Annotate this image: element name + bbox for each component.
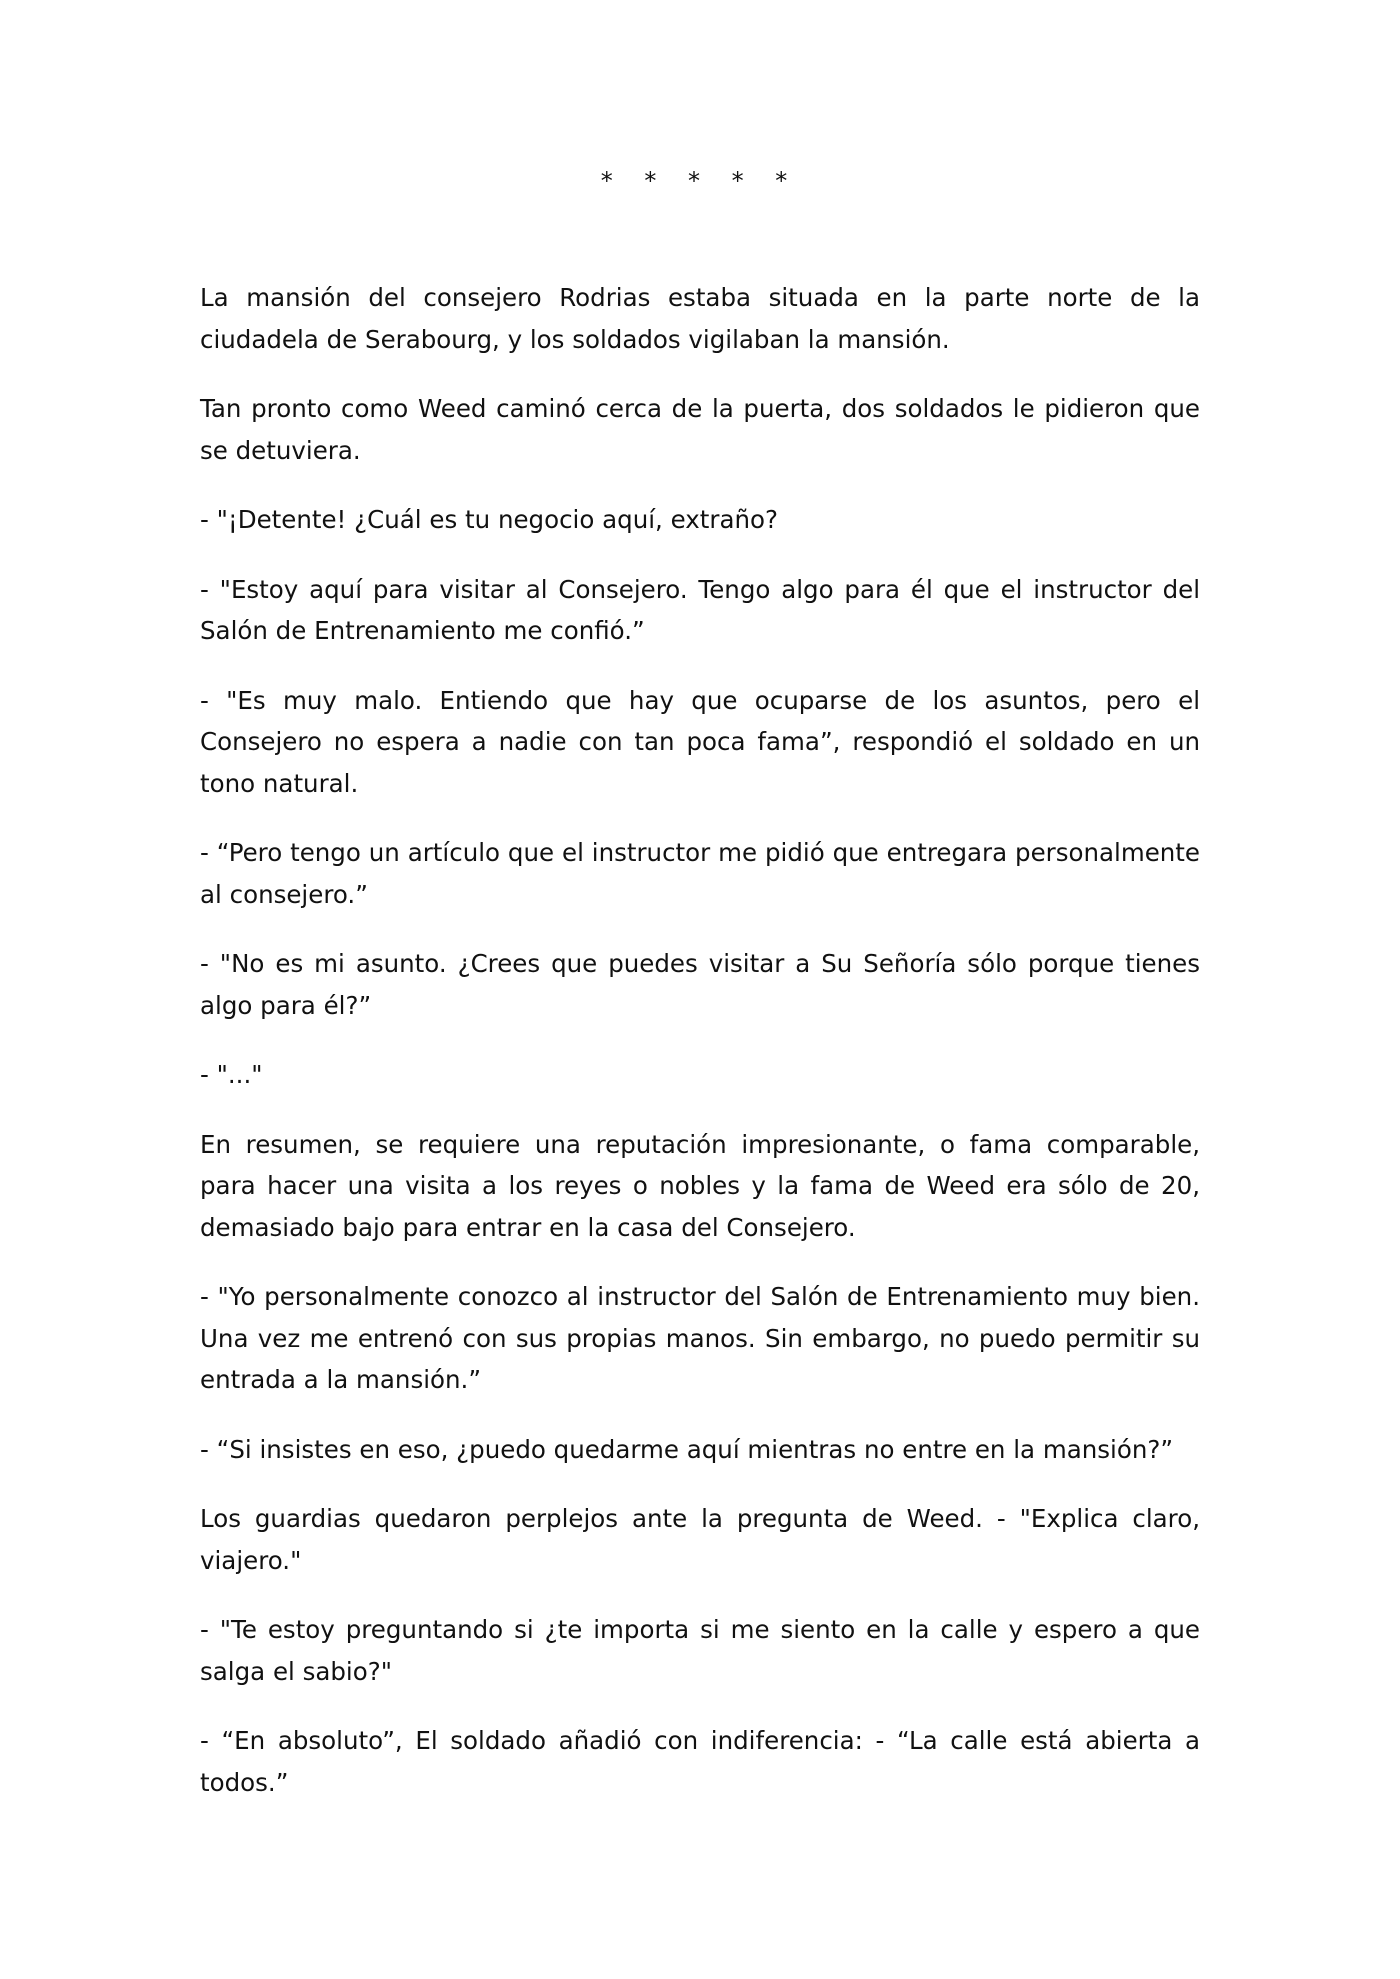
paragraph-7: - "No es mi asunto. ¿Crees que puedes visitar a Su Señoría sólo porque tienes algo para él?” [200, 949, 1200, 1020]
paragraph-4: - "Estoy aquí para visitar al Consejero. Tengo algo para él que el instructor del Salón de Entrenamiento me confió.” [200, 574, 1200, 645]
document-body [200, 277, 1200, 1803]
paragraph-5: - "Es muy malo. Entiendo que hay que ocuparse de los asuntos, pero el Consejero no espera a nadie con tan poca fama”, respondió el soldado en un tono natural. [200, 685, 1200, 798]
paragraph-9: En resumen, se requiere una reputación impresionante, o fama comparable, para hacer una visita a los reyes o nobles y la fama de Weed era sólo de 20, demasiado bajo para entrar en la casa del Consejero. [200, 1129, 1200, 1242]
paragraph-13: - "Te estoy preguntando si ¿te importa si me siento en la calle y espero a que salga el sabio?" [200, 1615, 1200, 1686]
paragraph-12: Los guardias quedaron perplejos ante la pregunta de Weed. - "Explica claro, viajero." [200, 1504, 1200, 1575]
section-separator: * * * * * [600, 167, 800, 195]
paragraph-2: Tan pronto como Weed caminó cerca de la puerta, dos soldados le pidieron que se detuviera. [200, 394, 1200, 465]
paragraph-1: La mansión del consejero Rodrias estaba situada en la parte norte de la ciudadela de Serabourg, y los soldados vigilaban la mansión. [200, 283, 1200, 354]
paragraph-10: - "Yo personalmente conozco al instructor del Salón de Entrenamiento muy bien. Una vez me entrenó con sus propias manos. Sin embargo, no puedo permitir su entrada a la mansión.” [200, 1282, 1200, 1394]
paragraph-11: - “Si insistes en eso, ¿puedo quedarme aquí mientras no entre en la mansión?” [200, 1434, 1174, 1464]
paragraph-8: - "..." [200, 1060, 263, 1089]
paragraph-3: - "¡Detente! ¿Cuál es tu negocio aquí, extraño? [200, 505, 778, 534]
paragraph-6: - “Pero tengo un artículo que el instructor me pidió que entregara personalmente al consejero.” [200, 838, 1200, 909]
paragraph-14: - “En absoluto”, El soldado añadió con indiferencia: - “La calle está abierta a todos.” [200, 1726, 1200, 1797]
